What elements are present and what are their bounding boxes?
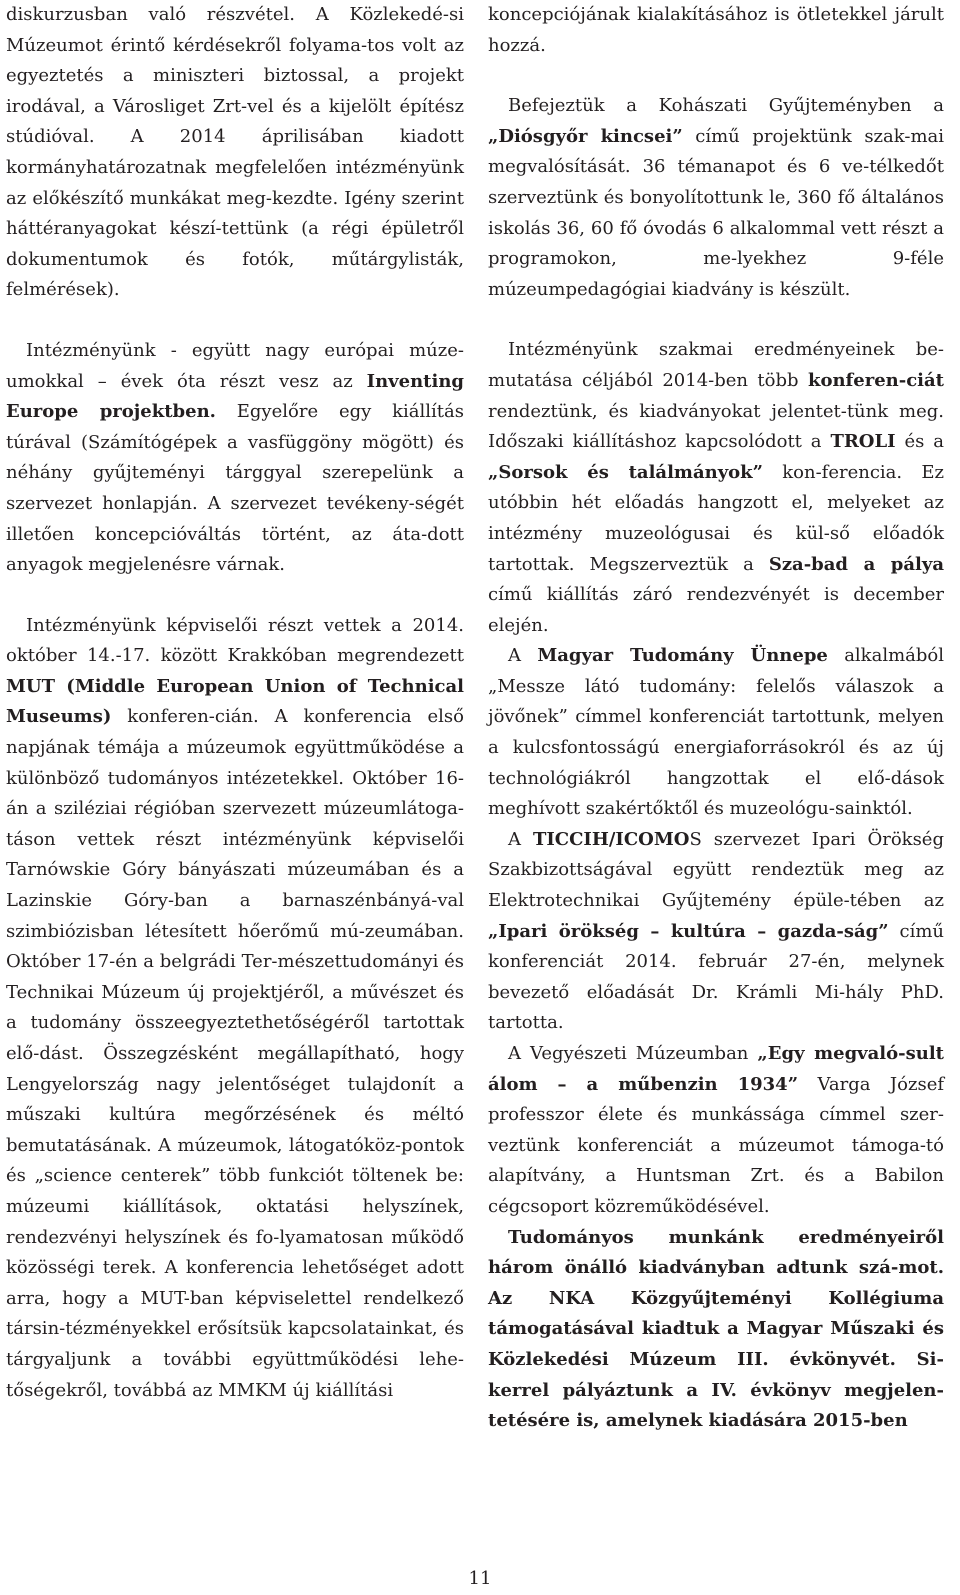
bold-text: TICCIH/ICOMO xyxy=(532,828,690,850)
paragraph-conferences xyxy=(488,335,944,641)
paragraph-text: kon-ferencia. Ez utóbbin hét előadás hangzott el, melyeket az intézmény muzeológusai és kül-ső előadók tartottak. Megszerveztük a xyxy=(488,461,944,575)
paragraph-inventing-europe xyxy=(6,336,464,581)
bold-text: MUT (Middle European Union of Technical Museums) xyxy=(6,675,464,728)
paragraph xyxy=(488,0,944,61)
paragraph-text: Intézményünk képviselői részt vettek a 2014. október 14.-17. között Krakkóban megrendezett xyxy=(6,614,464,667)
paragraph-text: Varga József professzor élete és munkássága címmel szer-veztünk konferenciát a múzeumot támoga-tó alapítvány, a Huntsman Zrt. és a Babilon cégcsoport közreműködésével. xyxy=(488,1073,945,1217)
paragraph-text: Befejeztük a Kohászati Gyűjteményben a xyxy=(508,95,944,117)
paragraph-text: című projektünk szak-mai megvalósítását. 36 témanapot és 6 ve-télkedőt szerveztünk és bonyolítottunk le, 360 fő általános iskolás 36, 60 fő óvodás 6 alkalommal vett részt a programokon, me-lyekhez 9-féle múzeumpedagógiai kiadvány is készült. xyxy=(488,125,945,300)
page-number: 11 xyxy=(468,1568,492,1589)
paragraph-text: diskurzusban való részvétel. A Közlekedé-si Múzeumot érintő kérdésekről folyama-tos volt az egyeztetés a miniszteri biztossal, a projekt irodával, a Városliget Zrt-vel és a kijelölt építész stúdióval. A 2014 áprilisában kiadott kormányhatározatnak megfelelően intézményünk az előkészítő munkákat meg-kezdte. Igény szerint háttéranyagokat készí-tettünk (a régi épületről dokumentumok és fotók, műtárgylisták, felmérések). xyxy=(6,4,464,301)
paragraph-text: alkalmából „Messze látó tudomány: felelős válaszok a jövőnek” címmel konferenciát tartottunk, melyen a kulcsfontosságú energiaforrásokról és az új technológiákról hangzottak el elő-dások meghívott szakértőktől és muzeológu-sainktól. xyxy=(488,645,944,820)
paragraph-text: Intézményünk szakmai eredményeinek be-mutatása céljából 2014-ben több xyxy=(488,339,944,391)
paragraph-ticcih xyxy=(488,825,944,1039)
paragraph-mut-conference xyxy=(6,611,464,1406)
paragraph-text: és a xyxy=(895,431,944,453)
paragraph-text: Intézményünk - együtt nagy európai múze-umokkal – évek óta részt vesz az xyxy=(6,339,464,392)
paragraph-magyar-tudomany xyxy=(488,641,944,825)
paragraph-text: A xyxy=(508,828,533,850)
right-column xyxy=(488,0,944,1437)
bold-text: „Sorsok és találmányok” xyxy=(488,461,764,483)
paragraph-text: Egyelőre egy kiállítás túrával (Számítógépek a vasfüggöny mögött) és néhány gyűjteményi tárggyal szerepelünk a szervezet honlapján. A szervezet tevékeny-ségét illetően koncepcióváltás történt, az áta-dott anyagok megjelenésre várnak. xyxy=(6,401,464,576)
paragraph-diosgyor xyxy=(488,91,944,305)
paragraph-text: S szervezet Ipari Örökség Szakbizottságával együtt rendeztük meg az Elektrotechnikai Gyűjtemény épüle-tében az xyxy=(488,828,944,912)
bold-text: „Egy megvaló-sult álom – a műbenzin 1934” xyxy=(488,1043,944,1095)
paragraph-vegyeszeti xyxy=(488,1039,944,1223)
paragraph-text: A xyxy=(508,645,538,667)
paragraph-publications xyxy=(488,1223,944,1437)
paragraph-text: konferen-cián. A konferencia első napjának témája a múzeumok együttműködése a különböző tudományos intézetekkel. Október 16-án a sziléziai régióban szervezett múzeumlátoga-táson vettek részt intézményünk képviselői Tarnówskie Góry bányászati múzeumában és a Lazinskie Góry-ban a barnaszénbányá-val szimbiózisban létesített hőerőmű mú-zeumában. Október 17-én a belgrádi Ter-mészettudományi és Technikai Múzeum új projektjéről, a művészet és a tudomány összeegyeztethetőségéről tartottak elő-dást. Összegzésként megállapítható, hogy Lengyelország nagy jelentőséget tulajdonít a műszaki kultúra megőrzésének és méltó bemutatásának. A múzeumok, látogatóköz-pontok és „science centerek” több funkciót töltenek be: múzeumi kiállítások, oktatási helyszínek, rendezvényi helyszínek és fo-lyamatosan működő közösségi terek. A konferencia lehetőséget adott arra, hogy a MUT-ban képviselettel rendelkező társin-tézményekkel erősítsük kapcsolatainkat, és tárgyaljunk a további együttműködési lehe-tőségekről, továbbá az MMKM új kiállítási xyxy=(6,706,464,1401)
bold-text: Sza-bad a pálya xyxy=(768,553,944,575)
left-column xyxy=(6,0,464,1406)
paragraph xyxy=(6,0,464,306)
paragraph-text: című konferenciát 2014. február 27-én, melynek bevezető előadását Dr. Krámli Mi-hály PhD. tartotta. xyxy=(488,920,944,1034)
paragraph-text: című kiállítás záró rendezvényét is december elején. xyxy=(488,584,944,636)
paragraph-text: rendeztünk, és kiadványokat jelentet-tünk meg. Időszaki kiállításhoz kapcsolódott a xyxy=(488,400,944,453)
bold-text: „Ipari örökség – kultúra – gazda-ság” xyxy=(488,920,889,942)
bold-text: „Diósgyőr kincsei” xyxy=(488,125,683,147)
bold-text: Inventing Europe projektben. xyxy=(6,370,464,423)
bold-text: Magyar Tudomány Ünnepe xyxy=(537,645,828,667)
bold-text: konferen-ciát xyxy=(807,369,944,391)
paragraph-text: A Vegyészeti Múzeumban xyxy=(508,1043,758,1064)
bold-text: Tudományos munkánk eredményeiről három önálló kiadványban adtunk szá-mot. Az NKA Közgyűjteményi Kollégiuma támogatásával kiadtuk a Magyar Műszaki és Közlekedési Múzeum III. évkönyvét. Si-kerrel pályáztunk a IV. évkönyv megjelen-tetésére is, amelynek kiadására 2015-ben xyxy=(488,1226,944,1432)
bold-text: TROLI xyxy=(830,431,896,453)
paragraph-text: koncepciójának kialakításához is ötletekkel járult hozzá. xyxy=(488,4,944,56)
